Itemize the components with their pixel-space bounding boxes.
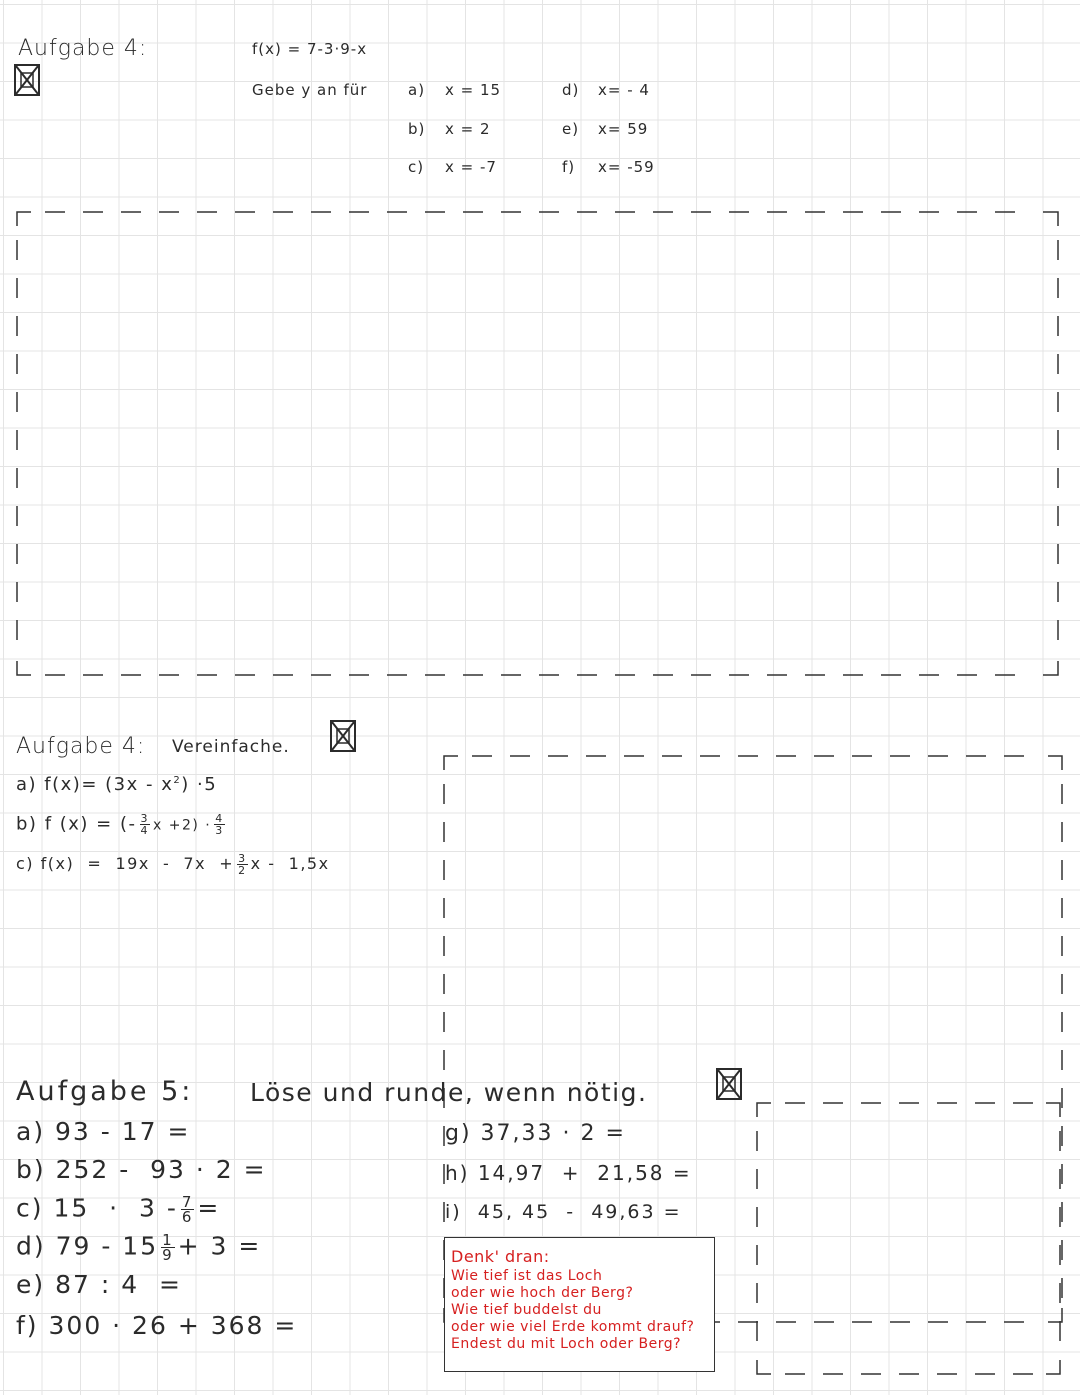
fraction: $\frac{4}{3}$: [215, 812, 224, 837]
reminder-box: [444, 1237, 715, 1372]
reminder-line: oder wie viel Erde kommt drauf?: [451, 1319, 695, 1335]
fraction: $\frac{3}{2}$: [238, 852, 247, 877]
task5-instruction: Löse und runde, wenn nötig.: [250, 1078, 648, 1107]
task4b-item-a: [16, 776, 217, 794]
label: c): [16, 854, 35, 873]
item-a-value: x = 15: [445, 81, 502, 99]
answer-box-task4[interactable]: [15, 210, 1060, 677]
exponent: 2: [173, 775, 182, 786]
reminder-line: oder wie hoch der Berg?: [451, 1285, 634, 1301]
task5-item-i: i) 45, 45 - 49,63 =: [445, 1201, 682, 1223]
fraction: $\frac{1}{9}$: [162, 1231, 174, 1264]
task4b-item-b: [16, 813, 228, 836]
function-definition: f(x) = 7-3·9-x: [252, 40, 368, 58]
item-e-label: e): [562, 120, 580, 138]
task4b-instruction: Vereinfache.: [172, 737, 290, 757]
expr-pre: f(x)= (3x - x: [44, 774, 174, 795]
fraction: $\frac{3}{4}$: [140, 812, 149, 837]
reminder-line: Wie tief buddelst du: [451, 1302, 602, 1318]
item-e-value: x= 59: [598, 120, 649, 138]
reminder-line: Wie tief ist das Loch: [451, 1268, 603, 1284]
expr-pre: d) 79 - 15: [16, 1231, 159, 1261]
task5-item-d: [16, 1233, 261, 1262]
item-c-value: x = -7: [445, 158, 497, 176]
checkbox-icon[interactable]: [14, 64, 40, 96]
expr-post: + 3 =: [177, 1231, 262, 1261]
task5-item-a: a) 93 - 17 =: [16, 1117, 191, 1146]
task5-item-h: h) 14,97 + 21,58 =: [445, 1161, 692, 1185]
task4b-item-c: [16, 853, 330, 876]
task4b-title: Aufgabe 4:: [16, 734, 146, 759]
expr-post: =: [197, 1193, 221, 1223]
item-d-value: x= - 4: [598, 81, 650, 99]
task4-instruction: Gebe y an für: [252, 81, 368, 99]
checkbox-icon[interactable]: [330, 720, 356, 752]
task5-item-f: f) 300 · 26 + 368 =: [16, 1311, 298, 1340]
item-a-label: a): [408, 81, 426, 99]
task5-item-g: g) 37,33 · 2 =: [445, 1121, 626, 1146]
reminder-line: Endest du mit Loch oder Berg?: [451, 1336, 682, 1352]
answer-box-task5[interactable]: [755, 1101, 1062, 1376]
item-c-label: c): [408, 158, 425, 176]
item-b-value: x = 2: [445, 120, 491, 138]
task5-item-e: e) 87 : 4 =: [16, 1270, 182, 1299]
expr-pre: f (x) = (-: [44, 813, 137, 835]
expr-post: ) ·5: [181, 774, 218, 795]
reminder-heading: Denk' dran:: [451, 1247, 550, 1266]
task4-title: Aufgabe 4:: [18, 36, 148, 61]
task5-item-b: b) 252 - 93 · 2 =: [16, 1155, 267, 1184]
expr-mid: x +2) ·: [153, 817, 212, 834]
checkbox-icon[interactable]: [716, 1068, 742, 1100]
task5-title: Aufgabe 5:: [16, 1076, 194, 1107]
expr-post: x - 1,5x: [250, 854, 330, 873]
item-d-label: d): [562, 81, 580, 99]
label: a): [16, 774, 38, 795]
expr-pre: f(x) = 19x - 7x +: [40, 854, 235, 873]
fraction: $\frac{7}{6}$: [181, 1193, 194, 1226]
item-f-value: x= -59: [598, 158, 655, 176]
label: b): [16, 813, 38, 835]
task5-item-c: [16, 1195, 220, 1224]
expr-pre: c) 15 · 3 -: [16, 1193, 178, 1223]
item-f-label: f): [562, 158, 576, 176]
item-b-label: b): [408, 120, 426, 138]
